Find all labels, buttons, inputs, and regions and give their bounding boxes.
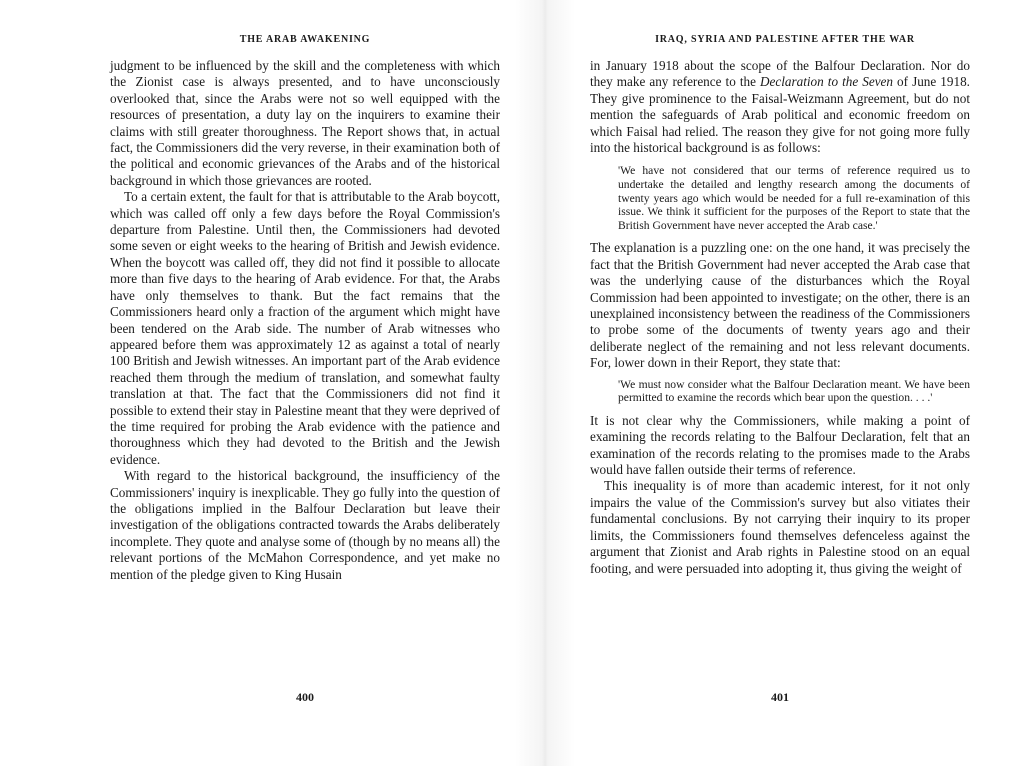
left-paragraph-3: With regard to the historical background, the insufficiency of the Commissioners' inquiry is inexplicable. They go fully into the question of the obligations implied in the Balfour Declaration but leave their investigation of the obligations contracted towards the Arabs deliberately incomplete. They quote and analyse some of (though by no means all) the relevant portions of the McMahon Correspondence, and yet make no mention of the pledge given to King Husain bbox=[110, 468, 500, 582]
right-paragraph-1-start: in January 1918 about the scope of the Balfour Declaration. Nor do they make any reference to the bbox=[590, 58, 970, 90]
declaration-title: Declaration to the Seven bbox=[760, 74, 893, 90]
right-running-head: IRAQ, SYRIA AND PALESTINE AFTER THE WAR bbox=[655, 34, 915, 45]
right-paragraph-2: The explanation is a puzzling one: on the one hand, it was precisely the fact that the British Government had never accepted the Arab case that was the underlying cause of the disturbances which the Royal Commission had been appointed to investigate; on the other, there is an unexplained inconsistency between the readiness of the Commissioners to probe some of the documents of twenty years ago and their deliberate neglect of the remaining and not less relevant documents. For, lower down in their Report, they state that: bbox=[590, 240, 970, 371]
right-page bbox=[590, 0, 970, 766]
left-page-number: 400 bbox=[296, 690, 314, 704]
right-paragraph-1 bbox=[590, 58, 970, 156]
right-page-number: 401 bbox=[771, 690, 789, 704]
left-page-body bbox=[110, 58, 500, 583]
left-page bbox=[110, 0, 500, 766]
right-paragraph-4: This inequality is of more than academic interest, for it not only impairs the value of the Commission's survey but also vitiates their fundamental conclusions. By not carrying their inquiry to its proper limits, the Commissioners found themselves defenceless against the argument that Zionist and Arab rights in Palestine stood on an equal footing, and were persuaded into adopting it, thus giving the weight of bbox=[590, 478, 970, 576]
book-gutter bbox=[515, 0, 575, 766]
report-quote-2: 'We must now consider what the Balfour Declaration meant. We have been permitted to examine the records which bear upon the question. . . .' bbox=[618, 377, 970, 405]
right-paragraph-3: It is not clear why the Commissioners, while making a point of examining the records relating to the Balfour Declaration, felt that an examination of the records relating to the promises made to the Arabs would have fallen outside their terms of reference. bbox=[590, 412, 970, 478]
report-quote-1: 'We have not considered that our terms of reference required us to undertake the detailed and lengthy research among the documents of twenty years ago which would be needed for a full re-examination of this issue. We think it sufficient for the purposes of the Report to state that the British Government have never accepted the Arab case.' bbox=[618, 164, 970, 232]
left-paragraph-1: judgment to be influenced by the skill and the completeness with which the Zionist case is always presented, and to have unconsciously overlooked that, since the Arabs were not so well equipped with the resources of presentation, a duty lay on the inquirers to examine their claims with still greater thoroughness. The Report shows that, in actual fact, the Commissioners did the very reverse, in their examination both of the political and economic grievances of the Arabs and of the historical background in which those grievances are rooted. bbox=[110, 58, 500, 188]
left-running-head: THE ARAB AWAKENING bbox=[239, 34, 371, 45]
left-paragraph-2: To a certain extent, the fault for that is attributable to the Arab boycott, which was called off only a few days before the Royal Commission's departure from Palestine. Until then, the Commissioners had devoted some seven or eight weeks to the hearing of British and Jewish evidence. When the boycott was called off, they did not find it possible to allocate more than five days to the hearing of Arab evidence. For that, the Arabs have only themselves to thank. But the fact remains that the Commissioners heard only a fraction of the argument which might have been tendered on the Arab side. The number of Arab witnesses who appeared before them was approximately 12 as against a total of nearly 100 British and Jewish witnesses. An important part of the Arab evidence reached them through the medium of translation, and somewhat faulty translation at that. The fact that the Commissioners did not find it possible to extend their stay in Palestine meant that they were deprived of the time required for probing the Arab evidence with the patience and thoroughness which they had devoted to the British and the Jewish evidence. bbox=[110, 189, 500, 467]
right-page-body bbox=[590, 58, 970, 577]
right-paragraph-1-end: of June 1918. They give prominence to the Faisal-Weizmann Agreement, but do not mention the safeguards of Arab political and economic freedom on which Faisal had relied. The reason they give for not going more fully into the historical background is as follows: bbox=[590, 74, 970, 156]
